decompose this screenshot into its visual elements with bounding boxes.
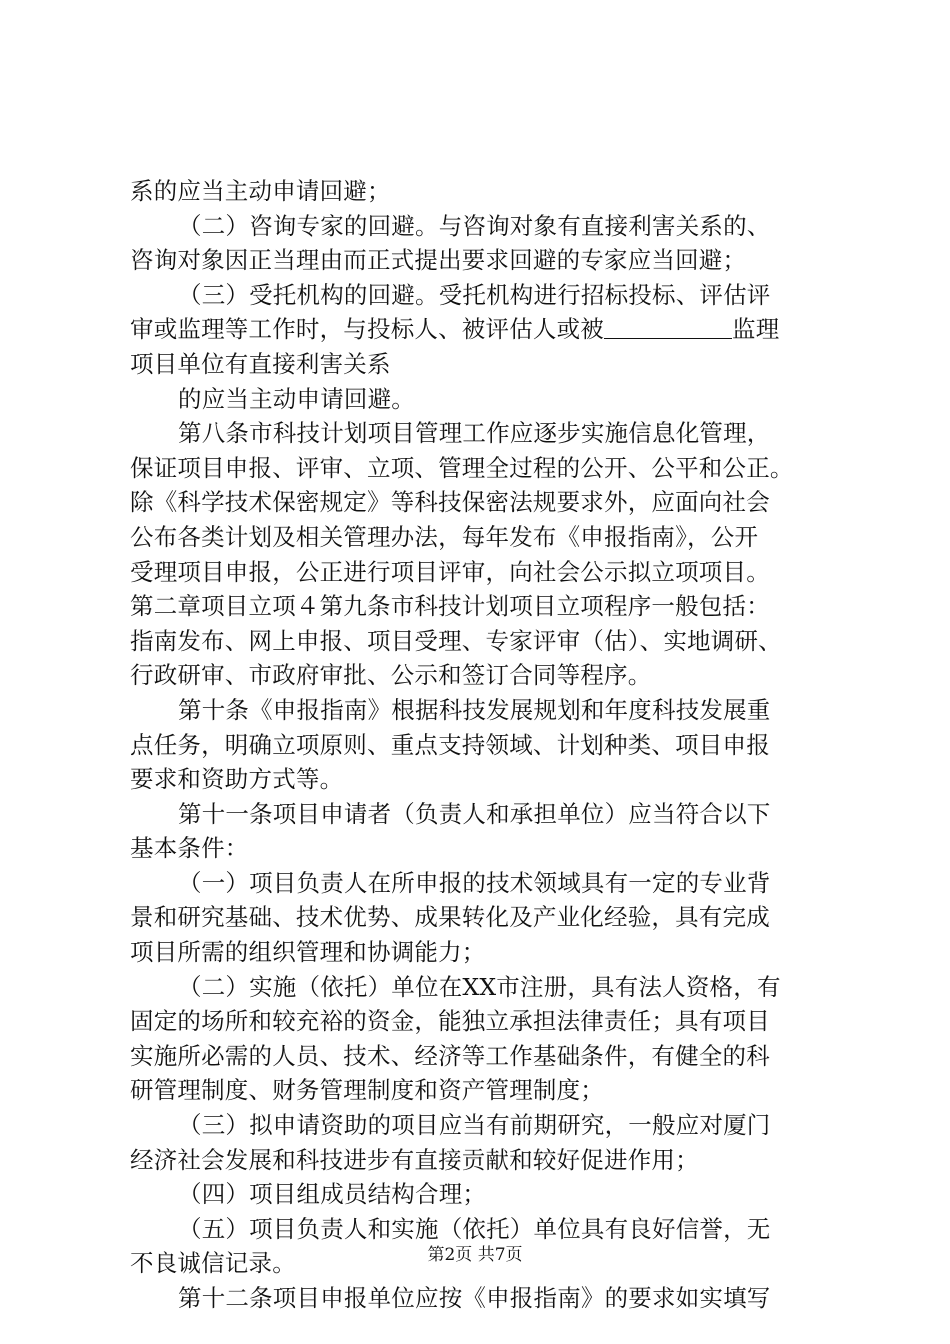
text-line: 项目所需的组织管理和协调能力； bbox=[130, 938, 486, 967]
text-line: 点任务，明确立项原则、重点支持领域、计划种类、项目申报 bbox=[130, 730, 770, 759]
text-line: 指南发布、网上申报、项目受理、专家评审（估）、实地调研、 bbox=[130, 626, 782, 655]
text-line: （四）项目组成员结构合理； bbox=[178, 1180, 487, 1209]
text-line: 项目单位有直接利害关系 bbox=[130, 349, 391, 378]
text-line: 固定的场所和较充裕的资金，能独立承担法律责任；具有项目 bbox=[130, 1007, 770, 1036]
text-segment: 监理 bbox=[732, 315, 780, 344]
text-line: 受理项目申报，公正进行项目评审，向社会公示拟立项项目。 bbox=[130, 557, 770, 586]
text-line: 景和研究基础、技术优势、成果转化及产业化经验，具有完成 bbox=[130, 903, 770, 932]
text-line: （二）咨询专家的回避。与咨询对象有直接利害关系的、 bbox=[178, 211, 771, 240]
fill-in-blank bbox=[604, 318, 732, 339]
text-line: 不良诚信记录。 bbox=[130, 1249, 296, 1278]
text-line: 行政研审、市政府审批、公示和签订合同等程序。 bbox=[130, 661, 652, 690]
text-line: （五）项目负责人和实施（依托）单位具有良好信誉，无 bbox=[178, 1214, 771, 1243]
text-line: 公布各类计划及相关管理办法，每年发布《申报指南》，公开 bbox=[130, 522, 759, 551]
text-line: 基本条件： bbox=[130, 834, 249, 863]
page-number-footer: 第2页 共7页 bbox=[427, 1245, 523, 1265]
text-line: （一）项目负责人在所申报的技术领域具有一定的专业背 bbox=[178, 868, 771, 897]
text-line: 第十条《申报指南》根据科技发展规划和年度科技发展重 bbox=[178, 695, 771, 724]
text-line: 第八条市科技计划项目管理工作应逐步实施信息化管理， bbox=[178, 419, 771, 448]
text-line: 第二章项目立项４第九条市科技计划项目立项程序一般包括： bbox=[130, 592, 770, 621]
text-line: 除《科学技术保密规定》等科技保密法规要求外，应面向社会 bbox=[130, 488, 770, 517]
text-line: （二）实施（依托）单位在XX市注册，具有法人资格，有 bbox=[178, 972, 781, 1001]
text-line: 系的应当主动申请回避； bbox=[130, 177, 391, 205]
text-line: 经济社会发展和科技进步有直接贡献和较好促进作用； bbox=[130, 1145, 699, 1174]
text-line: 第十一条项目申请者（负责人和承担单位）应当符合以下 bbox=[178, 799, 771, 828]
text-line: 咨询对象因正当理由而正式提出要求回避的专家应当回避； bbox=[130, 246, 747, 275]
text-line: 研管理制度、财务管理制度和资产管理制度； bbox=[130, 1076, 604, 1105]
text-line: 的应当主动申请回避。 bbox=[178, 384, 415, 413]
text-segment: 审或监理等工作时，与投标人、被评估人或被 bbox=[130, 315, 604, 344]
text-line: 实施所必需的人员、技术、经济等工作基础条件，有健全的科 bbox=[130, 1041, 770, 1070]
text-line: 第十二条项目申报单位应按《申报指南》的要求如实填写 bbox=[178, 1284, 771, 1312]
text-line: （三）拟申请资助的项目应当有前期研究，一般应对厦门 bbox=[178, 1111, 771, 1140]
document-body bbox=[130, 174, 850, 1316]
text-line: （三）受托机构的回避。受托机构进行招标投标、评估评 bbox=[178, 280, 771, 309]
text-line: 保证项目申报、评审、立项、管理全过程的公开、公平和公正。 bbox=[130, 453, 794, 482]
text-line: 要求和资助方式等。 bbox=[130, 765, 344, 794]
text-line-with-blank bbox=[130, 312, 850, 347]
